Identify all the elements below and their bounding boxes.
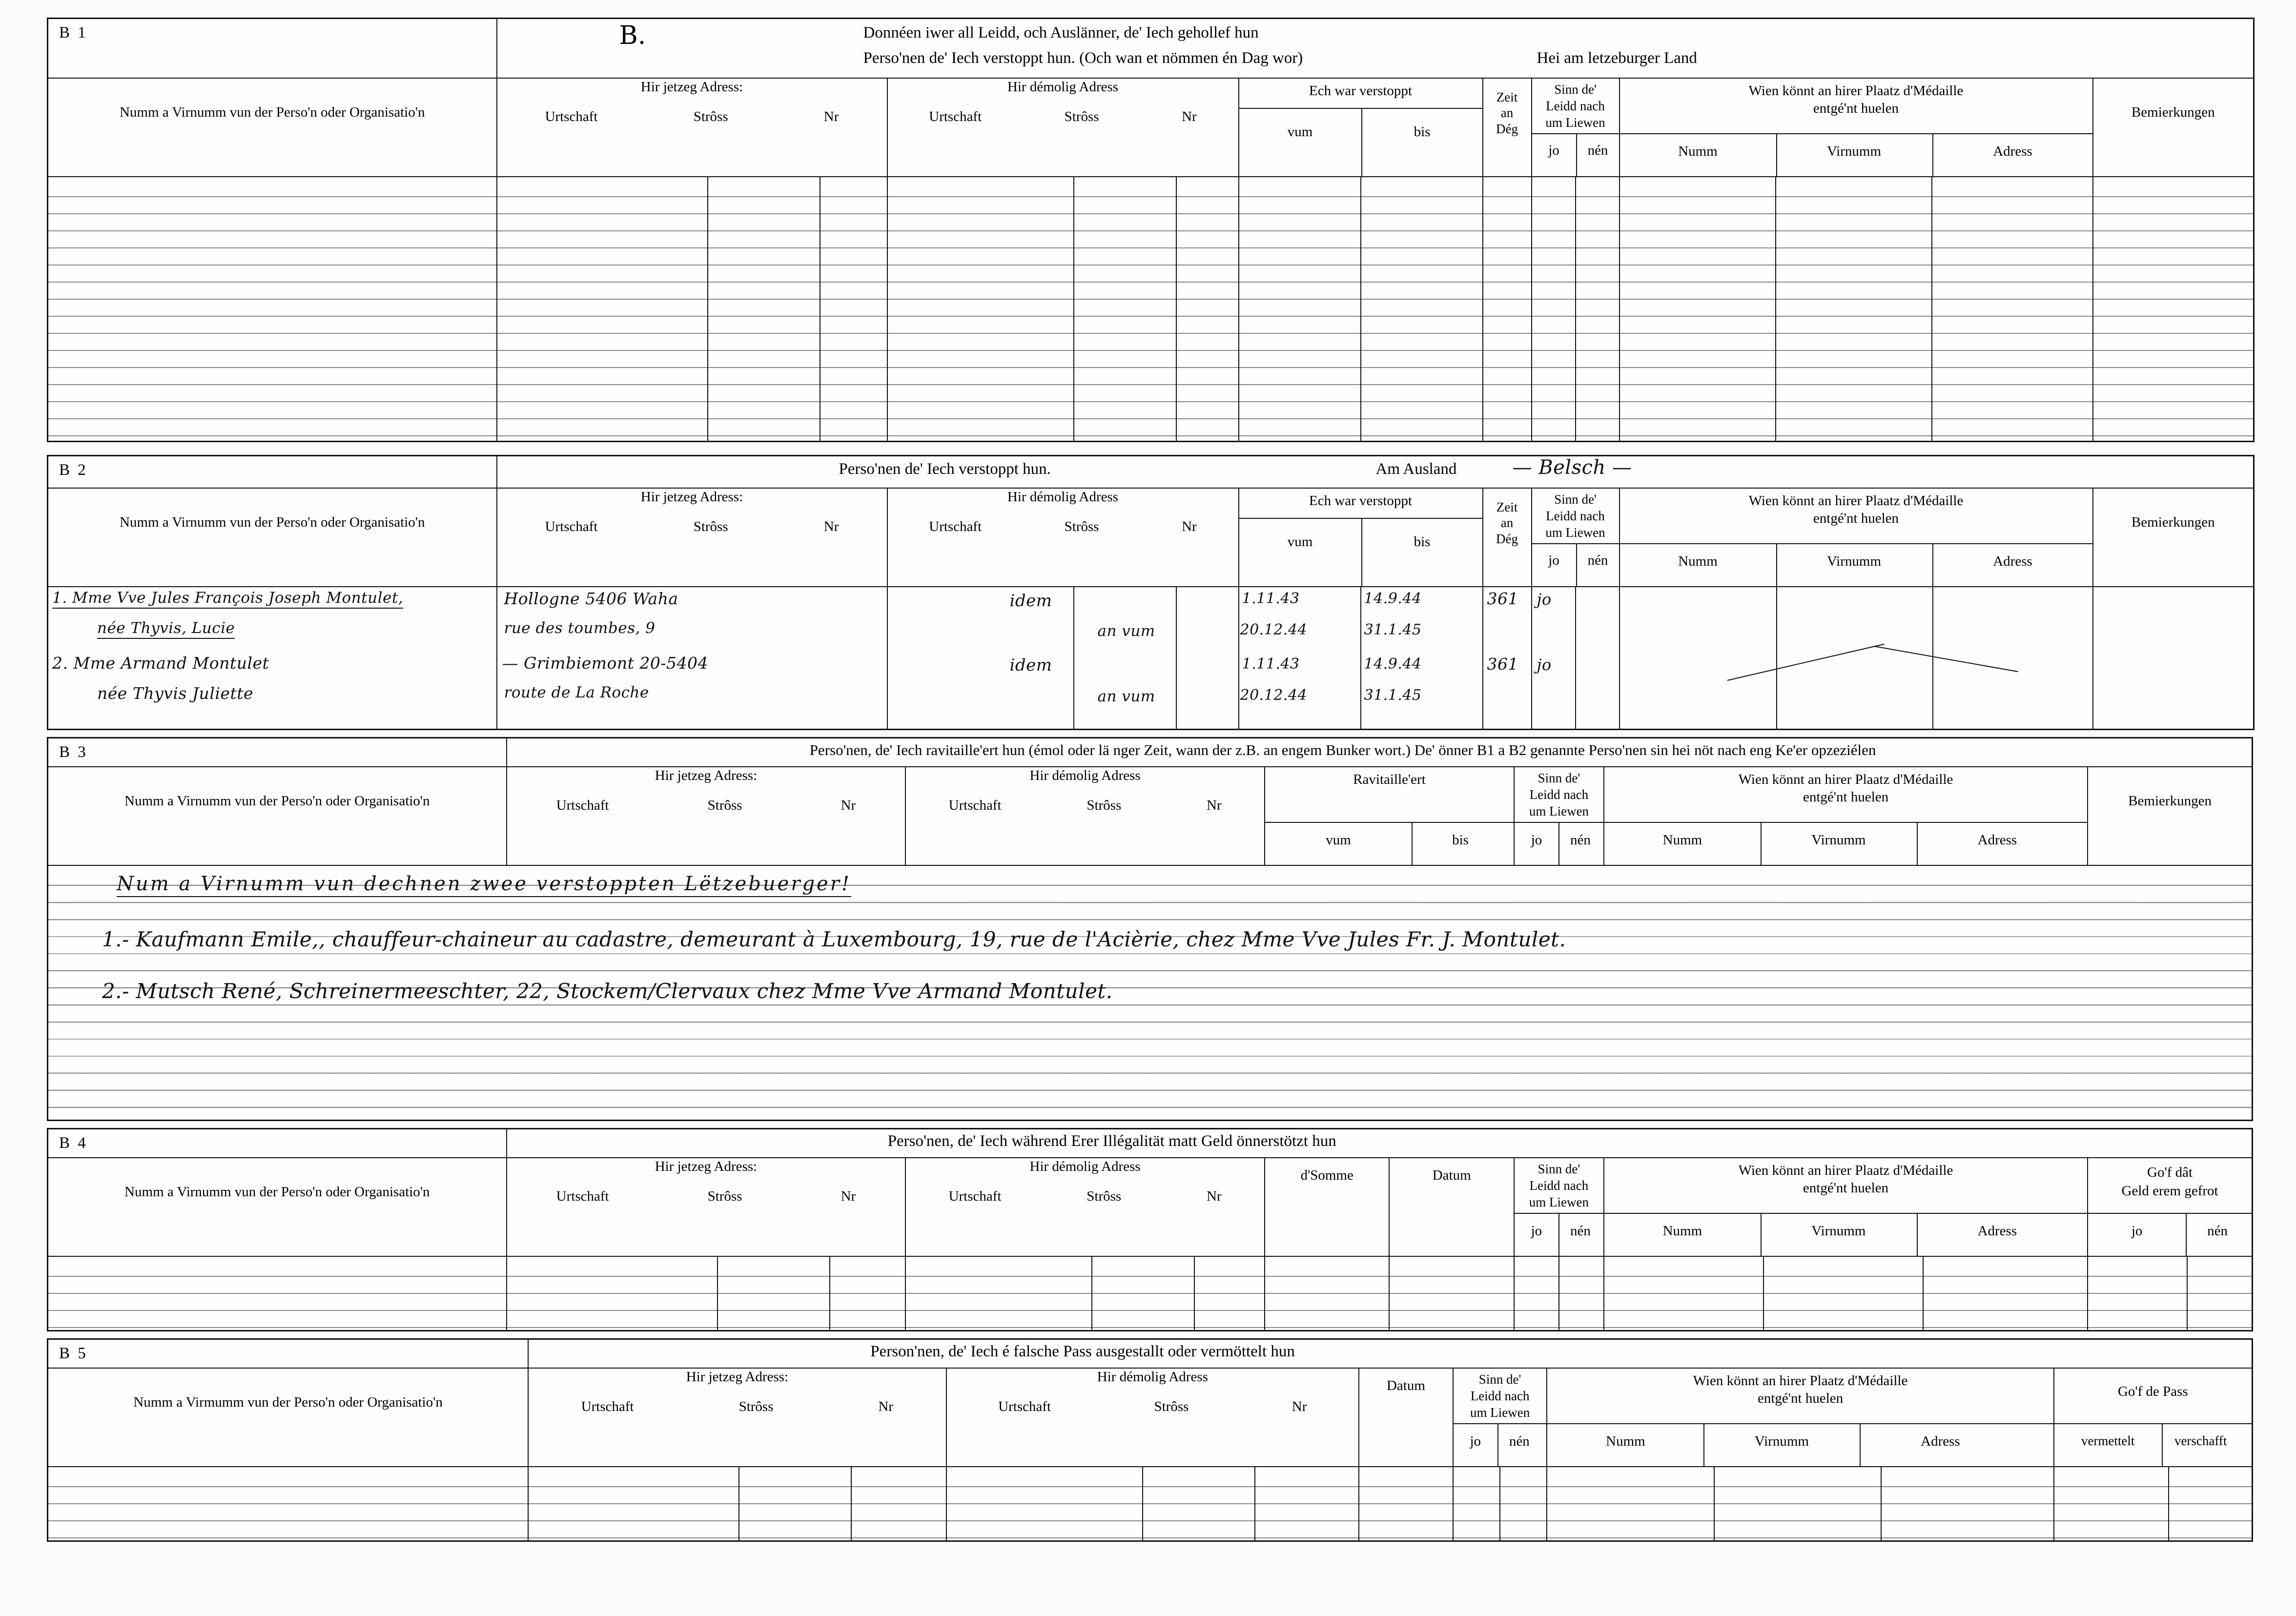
b4-cell-jo[interactable]: [1514, 1256, 1559, 1331]
b1-col-remarks: Bemierkungen: [2093, 78, 2254, 177]
b2-cell-names[interactable]: [48, 587, 497, 730]
b4-cell-name[interactable]: [48, 1256, 507, 1331]
b3-line-2: 2.- Mutsch René, Schreinermeeschter, 22, Stockem/Clervaux chez Mme Vve Armand Montulet.: [102, 979, 1113, 1003]
b5-col-medaille: Wien könnt an hirer Plaatz d'Médaille entgé'nt huelen Numm Virnumm Adress: [1547, 1368, 2053, 1467]
b2-entry-2-days: 361: [1487, 655, 1518, 674]
b2-entry-2-name-line1: 2. Mme Armand Montulet: [52, 654, 269, 673]
b3-col-sinn: Sinn de' Leidd nach um Liewen jo nén: [1514, 767, 1604, 865]
b5-col-datum: Datum: [1359, 1368, 1453, 1467]
b4-col-money-returned: Go'f dât Geld erem gefrot jo nén: [2088, 1158, 2252, 1256]
b2-col-sinn: Sinn de' Leidd nach um Liewen jo nén: [1532, 488, 1620, 587]
b5-cell-nen[interactable]: [1500, 1467, 1547, 1541]
b4-cell-former-address[interactable]: [905, 1256, 1265, 1331]
b4-cell-datum[interactable]: [1389, 1256, 1514, 1331]
b2-cell-bis[interactable]: [1361, 587, 1483, 730]
section-b3-id: B 3: [48, 738, 507, 767]
b5-col-current-address: Hir jetzeg Adress: Urtschaft Strôss Nr: [528, 1368, 946, 1467]
b4-cell-med-adress[interactable]: [1923, 1256, 2088, 1331]
section-b5-id: B 5: [48, 1339, 529, 1369]
b2-entry-1-addr-line1: Hollogne 5406 Waha: [504, 589, 678, 608]
b2-cell-former-addresses[interactable]: [887, 587, 1239, 730]
b2-abroad-value: — Belsch —: [1512, 456, 1632, 479]
b2-entry-2-vum1: 1.11.43: [1242, 655, 1300, 673]
b4-cell-current-address[interactable]: [507, 1256, 906, 1331]
b4-cell-nen[interactable]: [1559, 1256, 1604, 1331]
b5-cell-datum[interactable]: [1359, 1467, 1453, 1541]
b1-col-current-address: Hir jetzeg Adress: Urtschaft Strôss Nr: [497, 78, 887, 177]
b1-cell-med-adress[interactable]: [1932, 177, 2093, 442]
b1-cell-zeit[interactable]: [1483, 177, 1532, 442]
b2-col-current-address: Hir jetzeg Adress: Urtschaft Strôss Nr: [497, 488, 887, 587]
spacer-b2-b3: [47, 730, 2253, 737]
b4-col-name: Numm a Virnumm vun der Perso'n oder Organisatio'n: [48, 1158, 507, 1256]
b3-col-remarks: Bemierkungen: [2088, 767, 2252, 865]
b2-cell-medaille[interactable]: [1620, 587, 2093, 730]
b2-medaille-strikethrough-2: [1873, 646, 2018, 672]
b1-col-former-address: Hir démolig Adress Urtschaft Strôss Nr: [887, 78, 1239, 177]
b1-cell-jo[interactable]: [1532, 177, 1576, 442]
b2-entry-1-vum1: 1.11.43: [1242, 590, 1300, 607]
b5-cell-verschafft[interactable]: [2169, 1467, 2252, 1541]
b2-entry-2-vum2: 20.12.44: [1240, 687, 1308, 704]
b5-col-name: Numm a Virmumm vun der Perso'n oder Organisatio'n: [48, 1368, 529, 1467]
b3-title: Perso'nen, de' Iech ravitaille'ert hun (émol oder lä nger Zeit, wann der z.B. an engem Bunker wort.) De' önner B1 a B2 genannte Perso'nen sin hei nöt nach eng Ke'er opzeziélen: [809, 741, 1876, 758]
b2-entry-1-name-line2: née Thyvis, Lucie: [97, 619, 235, 639]
b3-heading-note: Num a Virnumm vun dechnen zwee verstoppten Lëtzebuerger!: [117, 873, 851, 897]
b4-cell-somme[interactable]: [1265, 1256, 1389, 1331]
b2-cell-days[interactable]: [1483, 587, 1532, 730]
b5-col-pass: Go'f de Pass vermettelt verschafft: [2054, 1368, 2253, 1467]
b2-entry-2-bis2: 31.1.45: [1364, 687, 1422, 704]
b2-entry-1-former-note: an vum: [1097, 622, 1155, 640]
b1-cell-med-numm[interactable]: [1620, 177, 1776, 442]
form-body: [47, 18, 2253, 1599]
b2-cell-current-addresses[interactable]: [497, 587, 887, 730]
spacer-b1-b2: [47, 442, 2253, 455]
b4-col-datum: Datum: [1389, 1158, 1514, 1256]
section-b4: [47, 1128, 2253, 1331]
b5-col-former-address: Hir démolig Adress Urtschaft Strôss Nr: [946, 1368, 1359, 1467]
b2-abroad-label: Am Ausland: [1375, 460, 1457, 478]
section-b4-id: B 4: [48, 1129, 507, 1158]
b2-entry-1-name-line1: 1. Mme Vve Jules François Joseph Montulet,: [52, 589, 403, 609]
b2-medaille-strikethrough: [1727, 644, 1884, 681]
b4-col-sinn: Sinn de' Leidd nach um Liewen jo nén: [1514, 1158, 1604, 1256]
b2-entry-1-days: 361: [1487, 589, 1518, 608]
b2-entry-1-bis2: 31.1.45: [1364, 621, 1422, 638]
b5-cell-jo[interactable]: [1453, 1467, 1500, 1541]
b4-col-medaille: Wien könnt an hirer Plaatz d'Médaille entgé'nt huelen Numm Virnumm Adress: [1604, 1158, 2088, 1256]
b4-col-current-address: Hir jetzeg Adress: Urtschaft Strôss Nr: [507, 1158, 906, 1256]
b5-cell-former-address[interactable]: [946, 1467, 1359, 1541]
b2-cell-vum[interactable]: [1239, 587, 1361, 730]
section-b5: [47, 1338, 2253, 1542]
b3-col-former-address: Hir démolig Adress Urtschaft Strôss Nr: [905, 767, 1265, 865]
section-b1: [47, 18, 2255, 442]
b1-cell-nen[interactable]: [1576, 177, 1620, 442]
b2-title: Perso'nen de' Iech verstoppt hun.: [839, 460, 1051, 478]
section-b2: [47, 455, 2255, 730]
section-b1-id: B 1: [48, 19, 497, 79]
b2-entry-2-bis1: 14.9.44: [1364, 655, 1422, 673]
b5-cell-med-adress[interactable]: [1881, 1467, 2053, 1541]
b1-col-name: Numm a Virnumm vun der Perso'n oder Organisatio'n: [48, 78, 497, 177]
b2-col-medaille: Wien könnt an hirer Plaatz d'Médaille entgé'nt huelen Numm Virnumm Adress: [1620, 488, 2093, 587]
b2-entry-2-addr-line1: — Grimbiemont 20-5404: [502, 654, 708, 673]
b2-entry-1-addr-line2: rue des toumbes, 9: [504, 619, 656, 637]
b1-cell-remarks[interactable]: [2093, 177, 2254, 442]
b2-entry-1-vum2: 20.12.44: [1240, 621, 1308, 638]
b1-title-line1: Donnéen iwer all Leidd, och Auslänner, de' Iech gehollef hun: [863, 24, 1259, 41]
b2-col-zeit: Zeit an Dég: [1483, 488, 1532, 587]
b4-title: Perso'nen, de' Iech während Erer Illégalität matt Geld önnerstötzt hun: [887, 1132, 1336, 1150]
spacer-b4-b5: [47, 1331, 2253, 1338]
b1-cell-name[interactable]: [48, 177, 497, 442]
b2-col-name: Numm a Virnumm vun der Perso'n oder Organisatio'n: [48, 488, 497, 587]
b2-cell-nen[interactable]: [1576, 587, 1620, 730]
b2-col-former-address: Hir démolig Adress Urtschaft Strôss Nr: [887, 488, 1239, 587]
b5-title: Person'nen, de' Iech é falsche Pass ausgestallt oder vermöttelt hun: [870, 1343, 1295, 1360]
b2-entry-1-former: idem: [1009, 591, 1052, 611]
b2-entry-1-bis1: 14.9.44: [1364, 590, 1422, 607]
b1-cell-med-virnumm[interactable]: [1776, 177, 1932, 442]
b2-entry-2-former: idem: [1009, 655, 1052, 675]
b1-title-line2b: Hei am letzeburger Land: [1537, 49, 1697, 67]
b3-col-medaille: Wien könnt an hirer Plaatz d'Médaille entgé'nt huelen Numm Virnumm Adress: [1604, 767, 2088, 865]
b2-entry-2-name-line2: née Thyvis Juliette: [97, 684, 254, 703]
b2-entry-2-addr-line2: route de La Roche: [504, 684, 649, 701]
spacer-b3-b4: [47, 1121, 2253, 1128]
b1-title-line2: Perso'nen de' Iech verstoppt hun. (Och wan et nömmen én Dag wor): [863, 49, 1303, 67]
b2-cell-remarks[interactable]: [2093, 587, 2254, 730]
b4-cell-med-numm[interactable]: [1604, 1256, 1763, 1331]
b3-line-1: 1.- Kaufmann Emile,, chauffeur-chaineur au cadastre, demeurant à Luxembourg, 19, rue de l'Acièrie, chez Mme Vve Jules Fr. J. Montulet.: [102, 927, 1566, 951]
b3-col-name: Numm a Virnumm vun der Perso'n oder Organisatio'n: [48, 767, 507, 865]
b1-col-sinn: Sinn de' Leidd nach um Liewen jo nén: [1532, 78, 1620, 177]
b2-col-remarks: Bemierkungen: [2093, 488, 2254, 587]
b4-cell-returned-nen[interactable]: [2187, 1256, 2252, 1331]
b4-col-somme: d'Somme: [1265, 1158, 1389, 1256]
b2-entry-2-alive: jo: [1537, 655, 1552, 674]
b5-cell-med-numm[interactable]: [1547, 1467, 1714, 1541]
b3-col-ravitaille: Ravitaille'ert vum bis: [1265, 767, 1514, 865]
b2-cell-jo[interactable]: [1532, 587, 1576, 730]
b1-cell-bis[interactable]: [1361, 177, 1483, 442]
b5-cell-name[interactable]: [48, 1467, 529, 1541]
b3-writing-area[interactable]: [48, 865, 2253, 1121]
b3-col-current-address: Hir jetzeg Adress: Urtschaft Strôss Nr: [507, 767, 906, 865]
b1-col-zeit: Zeit an Dég: [1483, 78, 1532, 177]
section-b2-id: B 2: [48, 456, 497, 489]
b5-cell-med-virnumm[interactable]: [1714, 1467, 1882, 1541]
b2-entry-1-alive: jo: [1537, 590, 1552, 609]
b1-cell-vum[interactable]: [1239, 177, 1361, 442]
b1-col-verstoppt: Ech war verstoppt vum bis: [1239, 78, 1483, 177]
b2-entry-2-former-note: an vum: [1097, 688, 1155, 705]
section-b3: [47, 737, 2253, 1121]
b5-col-sinn: Sinn de' Leidd nach um Liewen jo nén: [1453, 1368, 1547, 1467]
b4-cell-med-virnumm[interactable]: [1763, 1256, 1923, 1331]
b5-cell-current-address[interactable]: [528, 1467, 946, 1541]
b1-col-medaille: Wien könnt an hirer Plaatz d'Médaille entgé'nt huelen Numm Virnumm Adress: [1620, 78, 2093, 177]
b4-col-former-address: Hir démolig Adress Urtschaft Strôss Nr: [905, 1158, 1265, 1256]
letter-label: B.: [619, 21, 646, 50]
b1-cell-former-address[interactable]: [887, 177, 1239, 442]
b4-cell-returned-jo[interactable]: [2088, 1256, 2187, 1331]
b1-cell-current-address[interactable]: [497, 177, 887, 442]
b2-col-verstoppt: Ech war verstoppt vum bis: [1239, 488, 1483, 587]
b5-cell-vermettelt[interactable]: [2054, 1467, 2169, 1541]
